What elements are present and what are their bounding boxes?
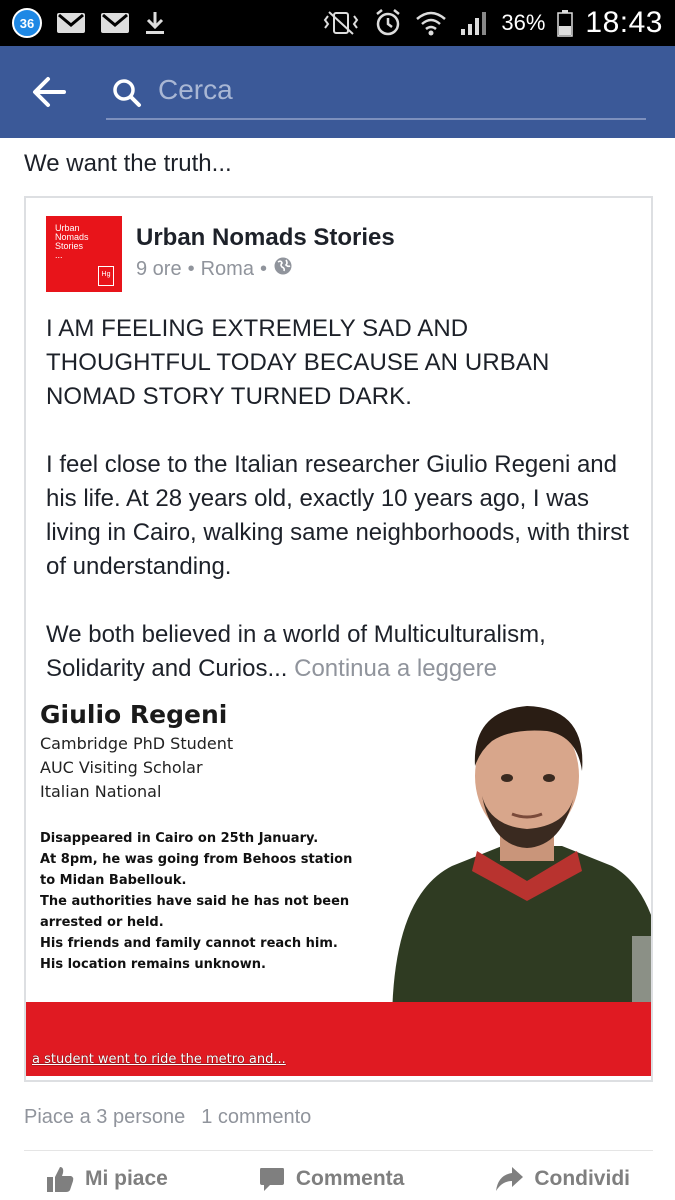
status-bar xyxy=(0,0,675,46)
description-line: to Midan Babellouk. xyxy=(40,873,187,888)
description-line: His friends and family cannot reach him. xyxy=(40,936,338,951)
alarm-icon xyxy=(373,8,403,38)
description-line: The authorities have said he has not been xyxy=(40,894,350,909)
gmail-icon xyxy=(100,11,130,35)
battery-icon xyxy=(557,9,573,37)
read-more-link[interactable]: Continua a leggere xyxy=(294,655,497,682)
description-line: arrested or held. xyxy=(40,915,164,930)
share-button[interactable] xyxy=(494,1165,630,1193)
search-input[interactable] xyxy=(158,70,638,110)
post-message: We want the truth... xyxy=(24,150,232,177)
post-meta xyxy=(136,256,293,282)
meta-separator: • xyxy=(187,257,195,280)
share-label: Condividi xyxy=(534,1167,630,1190)
post-paragraph: I feel close to the Italian researcher Giulio Regeni and his life. At 28 years old, exactly 10 years ago, I was living in Cairo, walking same neighborhoods, with thirst of understanding. xyxy=(46,451,629,580)
likes-count[interactable]: Piace a 3 persone xyxy=(24,1106,186,1128)
signal-icon xyxy=(459,9,489,37)
page-logo[interactable] xyxy=(46,216,122,292)
comment-button[interactable] xyxy=(258,1165,405,1193)
download-icon xyxy=(144,10,166,36)
like-label: Mi piace xyxy=(84,1167,168,1190)
comment-icon xyxy=(258,1165,286,1193)
portrait-photo xyxy=(382,696,653,1026)
like-button[interactable] xyxy=(45,1164,168,1194)
vibrate-icon xyxy=(321,10,361,36)
post-location[interactable]: Roma xyxy=(200,257,254,280)
comment-label: Commenta xyxy=(295,1167,405,1190)
image-description xyxy=(40,828,380,975)
logo-text-line: Urban xyxy=(55,223,80,233)
notification-count-badge: 36 xyxy=(12,8,42,38)
post-paragraph: I AM FEELING EXTREMELY SAD AND THOUGHTFUL TODAY BECAUSE AN URBAN NOMAD STORY TURNED DARK. xyxy=(46,315,550,410)
reactions-summary xyxy=(24,1106,311,1129)
image-subtitle: Italian National xyxy=(40,782,162,801)
battery-percent: 36% xyxy=(501,10,546,35)
divider xyxy=(24,1150,653,1151)
logo-text-line: ... xyxy=(55,250,63,260)
image-title: Giulio Regeni xyxy=(40,700,228,729)
shared-post-card[interactable] xyxy=(24,196,653,1082)
comments-count[interactable]: 1 commento xyxy=(201,1106,312,1128)
logo-badge: Hg xyxy=(98,266,114,286)
thumbs-up-icon xyxy=(45,1164,75,1194)
description-line: At 8pm, he was going from Behoos station xyxy=(40,852,353,867)
post-image[interactable] xyxy=(24,696,653,1076)
description-line: His location remains unknown. xyxy=(40,957,266,972)
back-arrow-icon xyxy=(30,74,70,110)
image-caption: a student went to ride the metro and... xyxy=(32,1052,286,1067)
globe-icon xyxy=(273,256,293,282)
image-subtitle: AUC Visiting Scholar xyxy=(40,758,203,777)
image-subtitle: Cambridge PhD Student xyxy=(40,734,234,753)
description-line: Disappeared in Cairo on 25th January. xyxy=(40,831,319,846)
truncated-text: We both believed in a world of Multiculturalism, Solidarity and Curios... xyxy=(46,621,546,682)
search-underline xyxy=(106,118,646,120)
wifi-icon xyxy=(415,9,447,37)
page-name-link[interactable]: Urban Nomads Stories xyxy=(136,224,395,251)
search-header xyxy=(0,46,675,138)
post-text xyxy=(46,312,636,720)
search-icon xyxy=(112,78,142,108)
logo-text-line: Nomads xyxy=(55,232,89,242)
back-button[interactable] xyxy=(30,74,70,110)
logo-text-line: Stories xyxy=(55,241,84,251)
gmail-icon xyxy=(56,11,86,35)
meta-separator: • xyxy=(259,257,267,280)
share-arrow-icon xyxy=(494,1165,524,1193)
post-actions xyxy=(0,1158,675,1200)
post-time[interactable]: 9 ore xyxy=(136,257,182,280)
post-paragraph-truncated xyxy=(46,618,636,686)
clock: 18:43 xyxy=(585,6,663,39)
